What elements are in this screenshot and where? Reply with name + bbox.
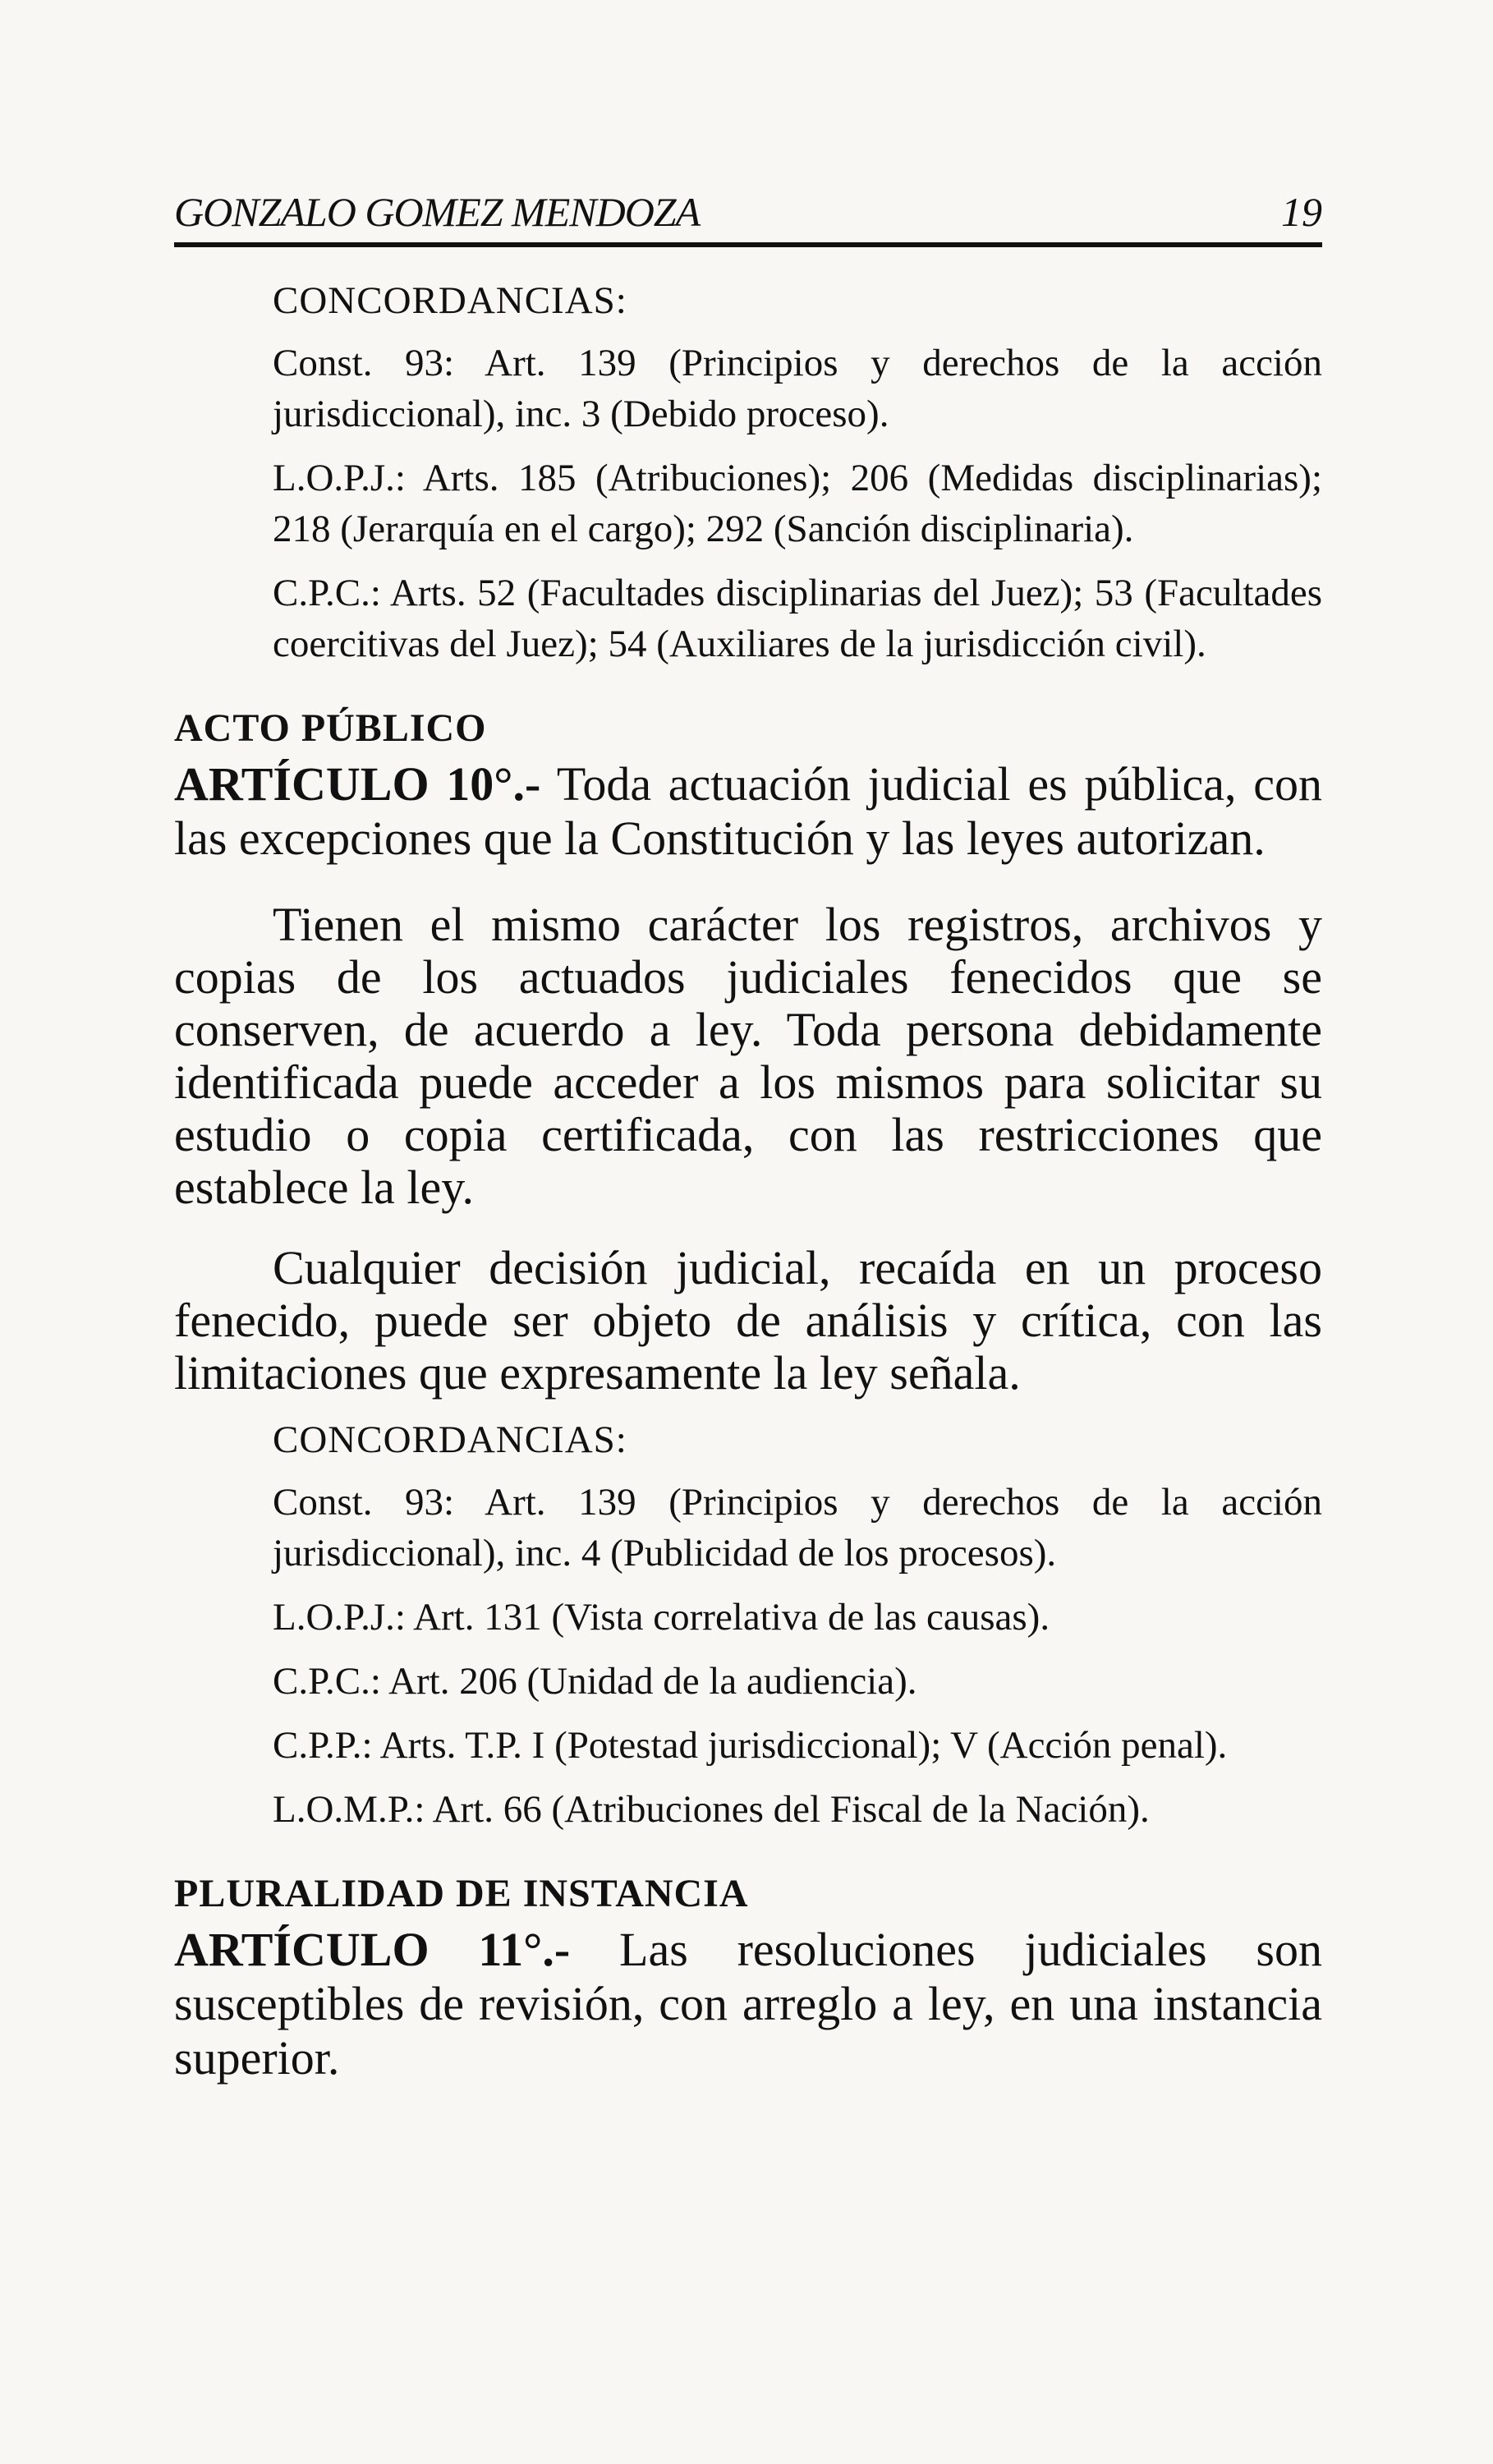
page-number: 19 [1281, 189, 1322, 235]
concordancia-item: Const. 93: Art. 139 (Principios y derechos de la acción jurisdiccional), inc. 3 (Debido proceso). [273, 342, 1322, 435]
concordancias-block-1 [273, 275, 1322, 669]
concordancia-item: L.O.M.P.: Art. 66 (Atribuciones del Fiscal de la Nación). [273, 1788, 1150, 1831]
article-label: ARTÍCULO 10°.- [174, 757, 541, 811]
concordancias-title: CONCORDANCIAS: [273, 1418, 627, 1461]
running-header [174, 177, 1322, 247]
article-text: Las resoluciones judiciales son susceptibles de revisión, con arreglo a ley, en una instancia superior. [174, 1923, 1322, 2085]
article-text: Toda actuación judicial es pública, con las excepciones que la Constitución y las leyes autorizan. [174, 757, 1322, 865]
concordancias-title: CONCORDANCIAS: [273, 279, 627, 322]
header-author: GONZALO GOMEZ MENDOZA [174, 189, 701, 235]
concordancias-block-2 [273, 1414, 1322, 1835]
article-11 [174, 1923, 1322, 2085]
article-10 [174, 757, 1322, 866]
article-paragraph: Cualquier decisión judicial, recaída en un proceso fenecido, puede ser objeto de análisis y crítica, con las limitaciones que expresamente la ley señala. [174, 1241, 1322, 1400]
concordancia-item: C.P.C.: Art. 206 (Unidad de la audiencia). [273, 1660, 917, 1703]
concordancia-item: C.P.P.: Arts. T.P. I (Potestad jurisdiccional); V (Acción penal). [273, 1724, 1228, 1767]
section-title-pluralidad: PLURALIDAD DE INSTANCIA [174, 1872, 749, 1915]
page-content [174, 275, 1322, 2085]
concordancia-item: L.O.P.J.: Arts. 185 (Atribuciones); 206 (Medidas disciplinarias); 218 (Jerarquía en el cargo); 292 (Sanción disciplinaria). [273, 457, 1322, 550]
section-title-acto-publico: ACTO PÚBLICO [174, 706, 487, 750]
article-label: ARTÍCULO 11°.- [174, 1923, 571, 1976]
concordancia-item: L.O.P.J.: Art. 131 (Vista correlativa de las causas). [273, 1596, 1050, 1639]
concordancia-item: C.P.C.: Arts. 52 (Facultades disciplinarias del Juez); 53 (Facultades coercitivas del Juez); 54 (Auxiliares de la jurisdicción civil). [273, 572, 1322, 665]
article-paragraph: Tienen el mismo carácter los registros, archivos y copias de los actuados judiciales fenecidos que se conserven, de acuerdo a ley. Toda persona debidamente identificada puede acceder a los mismos para solicitar su estudio o copia certificada, con las restricciones que establece la ley. [174, 898, 1322, 1214]
concordancia-item: Const. 93: Art. 139 (Principios y derechos de la acción jurisdiccional), inc. 4 (Publicidad de los procesos). [273, 1481, 1322, 1574]
